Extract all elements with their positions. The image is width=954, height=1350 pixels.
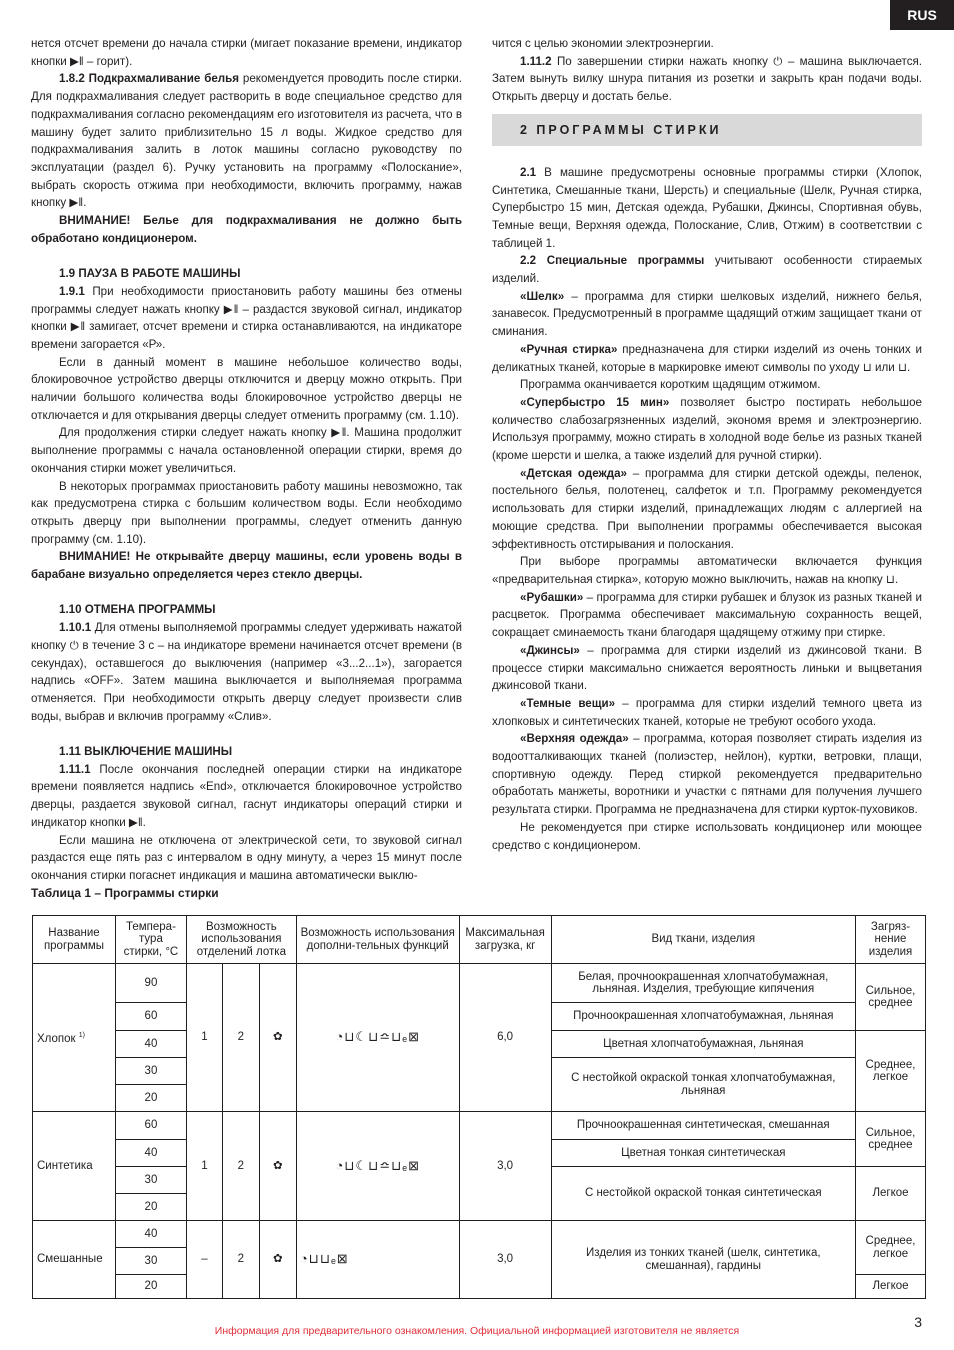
softener-icon: ✿ — [259, 964, 296, 1112]
paragraph — [31, 70, 462, 212]
max-load: 6,0 — [459, 964, 551, 1112]
fabric-cell: Прочноокрашенная синтетическая, смешанная — [551, 1112, 855, 1140]
paragraph-text: В некоторых программах приостановить работу машины невозможно, так как предусмотрена стирка с большим количеством воды. Если необходимо открыть дверцу при выполнении программы, следует отменить данную программу (см. 1.10). — [31, 479, 462, 546]
paragraph-lead: 1.8.2 Подкрахмаливание белья — [59, 72, 240, 86]
paragraph-text: чится с целью экономии электроэнергии. — [492, 37, 714, 50]
paragraph-text: нется отсчет времени до начала стирки (мигает показание времени, индикатор кнопки ▶ǁ – горит). — [31, 37, 462, 68]
fabric-cell: Цветная тонкая синтетическая — [551, 1140, 855, 1167]
temp-cell: 60 — [115, 1112, 186, 1140]
tray-2: 2 — [222, 1221, 259, 1299]
paragraph — [31, 212, 462, 247]
softener-icon: ✿ — [259, 1112, 296, 1221]
paragraph-text: – программа для стирки изделий темного цвета из хлопковых и синтетических тканей, которые не требуют особого ухода. — [492, 696, 922, 728]
paragraph — [31, 424, 462, 477]
paragraph-text: В машине предусмотрены основные программы стирки (Хлопок, Синтетика, Смешанные ткани, Шерсть) и специальные (Шелк, Ручная стирка, Супербыстро 15 мин, Детская одежда, Рубашки, Джинсы, Спортивная обувь, Темные вещи, Верхняя одежда, Полоскание, Слив, Отжим) в соответствии с таблицей 1. — [492, 165, 922, 250]
tray-1: 1 — [186, 1112, 222, 1221]
header-program: Название программы — [33, 916, 116, 964]
header-load: Максимальная загрузка, кг — [459, 916, 551, 964]
paragraph — [492, 553, 922, 588]
temp-cell: 90 — [115, 964, 186, 1003]
paragraph-text: Для отмены выполняемой программы следует удерживать нажатой кнопку ⏻ в течение 3 с – на индикаторе времени начинается отсчет времени (в секундах), оставшегося до выключения (например «3...2...1»), загорается надпись «OFF». Затем машина выключается и выполняемая программа отменяется. При необходимости открыть дверцу следует произвести слив воды, выбрав и включив программу «Слив». — [31, 621, 462, 723]
soil-cell: Легкое — [855, 1275, 925, 1299]
paragraph-text: – программа для стирки шелковых изделий, нижнего белья, занавесок. Предусмотренный в программе щадящий отжим защищает ткани от сминания. — [492, 289, 922, 339]
paragraph — [492, 164, 922, 253]
tray-2: 2 — [222, 964, 259, 1112]
paragraph — [492, 53, 922, 106]
paragraph-lead: «Темные вещи» — [520, 696, 616, 710]
table-caption: Таблица 1 – Программы стирки — [31, 886, 219, 900]
paragraph — [31, 548, 462, 583]
function-icons: ◔⊔☾⊔≏⊔ₑ⊠ — [296, 964, 459, 1112]
soil-cell: Сильное, среднее — [855, 1112, 925, 1167]
paragraph-lead: «Супербыстро 15 мин» — [520, 395, 670, 409]
soil-cell: Среднее, легкое — [855, 1031, 925, 1112]
paragraph-lead: 1.9.1 — [59, 284, 85, 298]
paragraph — [492, 288, 922, 341]
section-heading: 1.11 ВЫКЛЮЧЕНИЕ МАШИНЫ — [59, 745, 233, 759]
header-soil: Загряз-нение изделия — [855, 916, 925, 964]
tray-1: – — [186, 1221, 222, 1299]
paragraph — [31, 478, 462, 549]
paragraph-lead: 1.11.1 — [59, 762, 91, 776]
left-column — [31, 35, 462, 885]
paragraph — [31, 761, 462, 832]
function-icons: ◔⊔⊔ₑ⊠ — [296, 1221, 459, 1299]
chapter-header: 2 ПРОГРАММЫ СТИРКИ — [492, 114, 922, 146]
paragraph — [492, 252, 922, 287]
paragraph — [492, 819, 922, 854]
fabric-cell: Изделия из тонких тканей (шелк, синтетика, смешанная), гардины — [551, 1221, 855, 1299]
paragraph-lead: 1.10.1 — [59, 621, 92, 635]
temp-cell: 20 — [115, 1085, 186, 1112]
paragraph-text: Для продолжения стирки следует нажать кнопку ▶ǁ. Машина продолжит выполнение программы с начала остановленной операции стирки, время до окончания стирки может увеличиться. — [31, 426, 462, 475]
header-tray: Возможность использования отделений лотка — [186, 916, 296, 964]
disclaimer-footer: Информация для предварительного ознакомления. Официальной информацией изготовителя не является — [214, 1325, 740, 1337]
paragraph — [492, 465, 922, 554]
fabric-cell: Цветная хлопчатобумажная, льняная — [551, 1031, 855, 1058]
fabric-cell: Прочноокрашенная хлопчатобумажная, льняная — [551, 1003, 855, 1031]
soil-cell: Сильное, среднее — [855, 964, 925, 1031]
paragraph-text: Программа оканчивается коротким щадящим отжимом. — [520, 378, 821, 392]
paragraph-lead: 2.1 — [520, 165, 537, 179]
fabric-cell: Белая, прочноокрашенная хлопчатобумажная, льняная. Изделия, требующие кипячения — [551, 964, 855, 1003]
max-load: 3,0 — [459, 1112, 551, 1221]
section-heading: 1.10 ОТМЕНА ПРОГРАММЫ — [59, 603, 216, 617]
paragraph — [31, 354, 462, 425]
paragraph — [492, 730, 922, 819]
paragraph-text: При необходимости приостановить работу машины без отмены программы следует нажать кнопку ▶ǁ – раздастся звуковой сигнал, индикатор кнопки ▶ǁ замигает, отсчет времени и стирка останавливаются, на индикаторе времени загорается «Р». — [31, 284, 462, 351]
paragraph-lead: «Верхняя одежда» — [520, 732, 629, 746]
temp-cell: 40 — [115, 1140, 186, 1167]
header-fabric: Вид ткани, изделия — [551, 916, 855, 964]
paragraph — [31, 832, 462, 885]
temp-cell: 20 — [115, 1275, 186, 1299]
paragraph-text: – программа для стирки рубашек и блузок из разных тканей и расцветок. Программа обеспечивает максимальную сохранность вещей, сокращает сминаемость ткани благодаря щадящему отжиму при стирке. — [492, 590, 922, 640]
paragraph-text: рекомендуется проводить после стирки. Для подкрахмаливания следует растворить в воде специальное средство для подкрахмаливания согласно рекомендациям его изготовителя из расчета, что в машину будет залито приблизительно 15 л воды. Жидкое средство для подкрахмаливания залить в лоток машины согласно руководству по эксплуатации (раздел 6). Ручку установить на программу «Полоскание», выбрать скорость отжима при необходимости, включить программу, нажав кнопку ▶ǁ. — [31, 72, 462, 210]
tray-1: 1 — [186, 964, 222, 1112]
fabric-cell: С нестойкой окраской тонкая синтетическая — [551, 1167, 855, 1221]
paragraph-lead: «Ручная стирка» — [520, 342, 618, 356]
paragraph-text: Не рекомендуется при стирке использовать кондиционер или моющее средство с кондиционером. — [492, 820, 922, 852]
temp-cell: 40 — [115, 1221, 186, 1248]
program-name: Синтетика — [33, 1112, 116, 1221]
paragraph-text: По завершении стирки нажать кнопку ⏻ – машина выключается. Затем вынуть вилку шнура питания из розетки и закрыть кран подачи воды. Открыть дверцу и достать белье. — [492, 54, 922, 104]
paragraph — [31, 35, 462, 70]
paragraph-lead: 2.2 Специальные программы — [520, 254, 705, 268]
paragraph-text: учитывают особенности стираемых изделий. — [492, 254, 922, 286]
paragraph-lead: «Шелк» — [520, 289, 565, 303]
paragraph-text: Если машина не отключена от электрической сети, то звуковой сигнал раздастся еще пять раз с интервалом в одну минуту, а через 15 минут после окончания стирки погаснет индикация и машина автоматически выклю- — [31, 833, 462, 882]
paragraph-text: предназначена для стирки изделий из очень тонких и деликатных тканей, которые в маркировке имеют символы по уходу ⊔ или ⊔. — [492, 342, 922, 374]
paragraph — [492, 376, 922, 394]
section-heading: 1.9 ПАУЗА В РАБОТЕ МАШИНЫ — [59, 267, 241, 281]
temp-cell: 30 — [115, 1167, 186, 1194]
paragraph — [492, 341, 922, 376]
program-name: Смешанные — [33, 1221, 116, 1299]
soil-cell: Среднее, легкое — [855, 1221, 925, 1275]
temp-cell: 60 — [115, 1003, 186, 1031]
temp-cell: 30 — [115, 1058, 186, 1085]
program-name-text: Хлопок — [37, 1032, 76, 1045]
programs-table — [32, 915, 926, 1299]
paragraph — [492, 642, 922, 695]
paragraph-text: При выборе программы автоматически включается функция «предварительная стирка», которую можно выключить, нажав на кнопку ⊔. — [492, 555, 922, 586]
soil-cell: Легкое — [855, 1167, 925, 1221]
paragraph — [31, 283, 462, 354]
paragraph-lead: ВНИМАНИЕ! Не открывайте дверцу машины, если уровень воды в барабане визуально определяется через стекло дверцы. — [31, 550, 462, 582]
fabric-cell: С нестойкой окраской тонкая хлопчатобумажная, льняная — [551, 1058, 855, 1112]
paragraph-text: – программа, которая позволяет стирать изделия из водоотталкивающих тканей (полиэстер, нейлон), куртки, ветровки, плащи, спортивную одежду. Перед стиркой рекомендуется предварительно обработать манжеты, воротники и участки с пятнами для получения лучшего результата стирки. Программа не предназначена для стирки курток-пуховиков. — [492, 732, 922, 817]
temp-cell: 20 — [115, 1194, 186, 1221]
paragraph-lead: «Джинсы» — [520, 643, 580, 657]
function-icons: ◔⊔☾⊔≏⊔ₑ⊠ — [296, 1112, 459, 1221]
footnote-mark: 1) — [78, 1031, 85, 1039]
paragraph-text: – программа для стирки изделий из джинсовой ткани. В процессе стирки максимально снижается вероятность линьки и выцветания джинсовой ткани. — [492, 643, 922, 693]
paragraph-text: позволяет быстро постирать небольшое количество слабозагрязненных изделий, экономя время и электроэнергию. Используя программу, можно стирать в холодной воде белье из разных тканей (кроме шерсти и шелка, а также изделий для ручной стирки). — [492, 395, 922, 463]
language-badge: RUS — [890, 0, 954, 30]
program-name — [33, 964, 116, 1112]
paragraph-text: – программа для стирки детской одежды, пеленок, постельного белья, полотенец, салфеток и т.п. Программу рекомендуется использовать для стирки изделий, принадлежащих людям с аллергией на моющие средства. При выполнении программы обеспечивается высокая эффективность отстирывания и полоскания. — [492, 466, 922, 551]
paragraph — [492, 695, 922, 730]
temp-cell: 40 — [115, 1031, 186, 1058]
paragraph-lead: «Детская одежда» — [520, 466, 627, 480]
paragraph-text: Если в данный момент в машине небольшое количество воды, блокировочное устройство дверцы отключится и дверцу можно открыть. При наличии большого количества воды блокировочное устройство дверцы не отключается и для открывания дверцы следует отменить программу (см. 1.10). — [31, 355, 462, 422]
paragraph — [492, 394, 922, 465]
paragraph-text: После окончания последней операции стирки на индикаторе времени появляется надпись «End», отключается блокировочное устройство дверцы, раздается звуковой сигнал, гаснут индикаторы операций стирки и индикатор кнопки ▶ǁ. — [31, 762, 462, 829]
header-functions: Возможность использования дополни-тельных функций — [296, 916, 459, 964]
paragraph — [492, 589, 922, 642]
header-temp: Темпера-тура стирки, °С — [115, 916, 186, 964]
softener-icon: ✿ — [259, 1221, 296, 1299]
page-number: 3 — [914, 1314, 922, 1330]
paragraph-lead: «Рубашки» — [520, 590, 584, 604]
right-column — [492, 35, 922, 854]
paragraph — [31, 619, 462, 725]
temp-cell: 30 — [115, 1248, 186, 1275]
tray-2: 2 — [222, 1112, 259, 1221]
paragraph-lead: 1.11.2 — [520, 54, 552, 68]
max-load: 3,0 — [459, 1221, 551, 1299]
paragraph-lead: ВНИМАНИЕ! Белье для подкрахмаливания не должно быть обработано кондиционером. — [31, 214, 462, 245]
paragraph — [492, 35, 922, 53]
